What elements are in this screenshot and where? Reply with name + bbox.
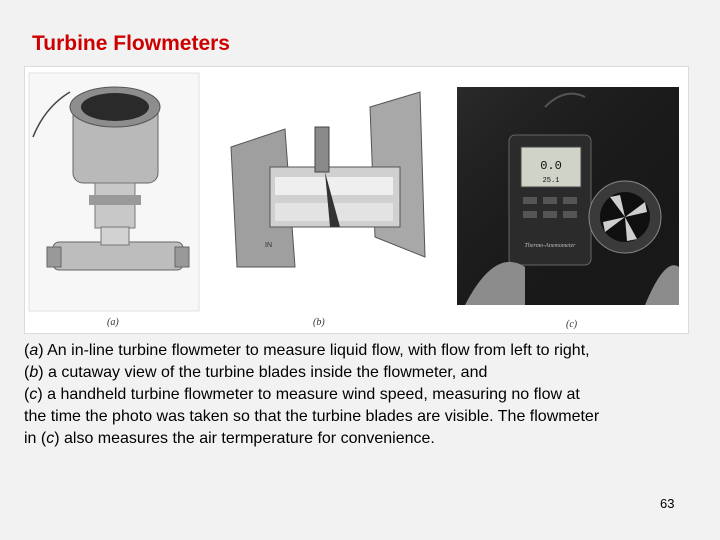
caption-line: [24, 406, 684, 428]
caption-italic-run: b: [29, 364, 39, 381]
caption-italic-run: a: [29, 342, 39, 359]
caption-run: ) a cutaway view of the turbine blades inside the flowmeter, and: [38, 364, 488, 381]
figure-caption: [24, 340, 684, 450]
handheld-anemometer-photo: [457, 87, 679, 305]
caption-line: [24, 340, 684, 362]
caption-run: (: [24, 364, 30, 381]
caption-run: ) also measures the air termperature for convenience.: [54, 430, 435, 447]
caption-italic-run: c: [29, 386, 38, 403]
caption-run: ) An in-line turbine flowmeter to measure liquid flow, with flow from left to right,: [38, 342, 590, 359]
inline-flowmeter-photo: [29, 73, 199, 311]
cutaway-flowmeter-photo: [217, 92, 447, 287]
slide-title: Turbine Flowmeters: [32, 32, 230, 55]
caption-line: [24, 362, 684, 384]
figure-label-a: (a): [107, 317, 119, 328]
caption-run: in (: [24, 430, 47, 447]
device-brand: Thermo-Anemometer: [524, 243, 576, 249]
caption-italic-run: c: [46, 430, 55, 447]
caption-run: (: [24, 386, 30, 403]
caption-run: the time the photo was taken so that the turbine blades are visible. The flowmeter: [24, 408, 600, 425]
flange-mark: IN: [265, 242, 272, 249]
meter-reading-main: 0.0: [540, 159, 562, 173]
caption-run: ) a handheld turbine flowmeter to measure wind speed, measuring no flow at: [37, 386, 580, 403]
caption-line: [24, 428, 684, 450]
caption-run: (: [24, 342, 30, 359]
flowmeter-photos: [25, 67, 688, 333]
meter-reading-sub: 25.1: [542, 177, 560, 185]
figure-label-c: (c): [566, 319, 578, 330]
caption-line: [24, 384, 684, 406]
page-number: 63: [660, 496, 675, 511]
figure-label-b: (b): [313, 317, 325, 328]
flowmeter-figure: [24, 66, 689, 334]
